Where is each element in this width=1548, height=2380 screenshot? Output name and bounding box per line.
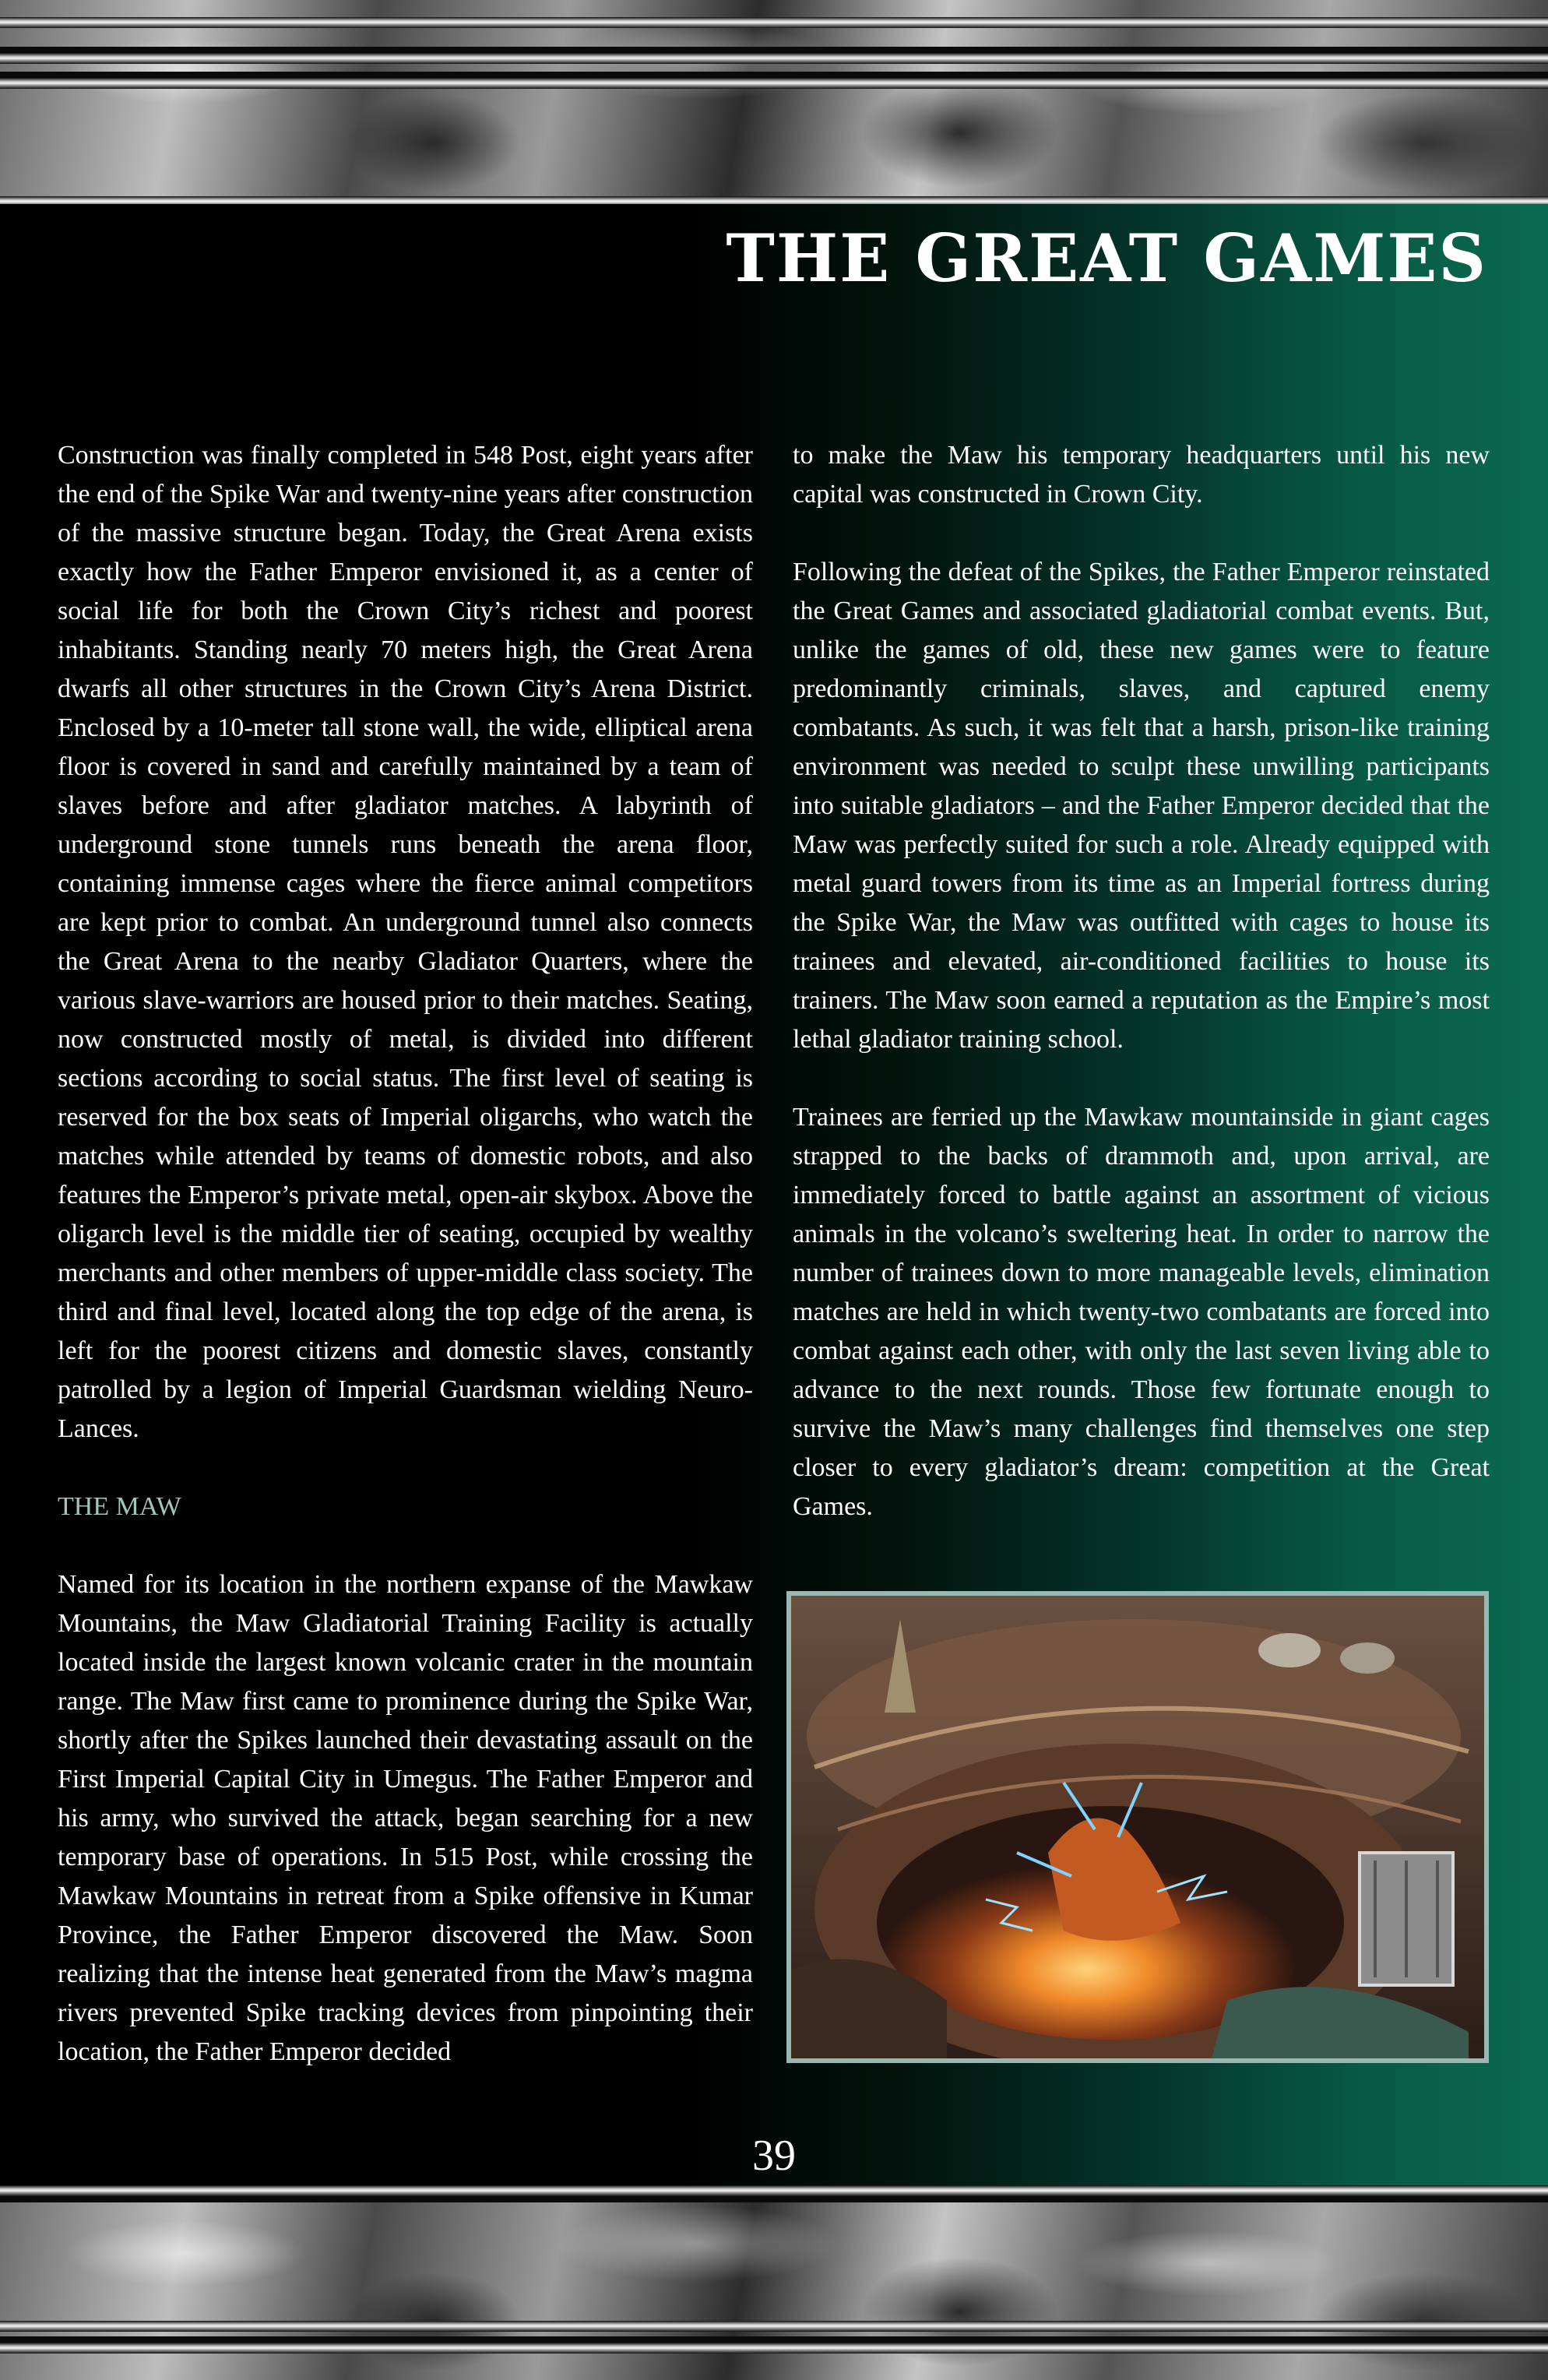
footer-rail: [0, 2185, 1548, 2196]
page-number: 39: [752, 2132, 796, 2180]
footer-rail-dark: [0, 2196, 1548, 2202]
body-paragraph: Named for its location in the northern expanse of the Mawkaw Mountains, the Maw Gladiatorial Training Facility is actually located inside the largest known volcanic crater in the mountain range. The Maw first came to prominence during the Spike War, shortly after the Spikes launched their devastating assault on the First Imperial Capital City in Umegus. The Father Emperor and his army, who survived the attack, began searching for a new temporary base of operations. In 515 Post, while crossing the Mawkaw Mountains in retreat from a Spike offensive in Kumar Province, the Father Emperor discovered the Maw. Soon realizing that the intense heat generated from the Maw’s magma rivers prevented Spike tracking devices from pinpointing their location, the Father Emperor decided: [58, 1570, 753, 2066]
body-paragraph: Trainees are ferried up the Mawkaw mountainside in giant cages strapped to the backs of drammoth and, upon arrival, are immediately forced to battle against an assortment of vicious animals in the volcano’s sweltering heat. In order to narrow the number of trainees down to more manageable levels, elimination matches are held in which twenty-two combatants are forced into combat against each other, with only the last seven living able to advance to the next rounds. Those few fortunate enough to survive the Maw’s many challenges find themselves one step closer to every gladiator’s dream: competition at the Great Games.: [793, 1103, 1490, 1521]
body-paragraph: Construction was finally completed in 548 Post, eight years after the end of the Spike War and twenty-nine years after construction of the massive structure began. Today, the Great Arena exists exactly how the Father Emperor envisioned it, as a center of social life for both the Crown City’s richest and poorest inhabitants. Standing nearly 70 meters high, the Great Arena dwarfs all other structures in the Crown City’s Arena District. Enclosed by a 10-meter tall stone wall, the wide, elliptical arena floor is covered in sand and carefully maintained by a team of slaves before and after gladiator matches. A labyrinth of underground stone tunnels runs beneath the arena floor, containing immense cages where the fierce animal competitors are kept prior to combat. An underground tunnel also connects the Great Arena to the nearby Gladiator Quarters, where the various slave-warriors are housed prior to their matches. Seating, now constructed mostly of metal, is divided into different sections according to social status. The first level of seating is reserved for the box seats of Imperial oligarchs, who watch the matches while attended by teams of domestic robots, and also features the Emperor’s private metal, open-air skybox. Above the oligarch level is the middle tier of seating, occupied by wealthy merchants and other members of upper-middle class society. The third and final level, located along the top edge of the arena, is left for the poorest citizens and domestic slaves, constantly patrolled by a legion of Imperial Guardsman wielding Neuro-Lances.: [58, 441, 753, 1443]
section-subheading: THE MAW: [58, 1492, 181, 1521]
right-column: [793, 436, 1490, 1526]
body-paragraph: to make the Maw his temporary headquarters until his new capital was constructed in Crown City.: [793, 441, 1490, 509]
body-paragraph: Following the defeat of the Spikes, the Father Emperor reinstated the Great Games and associated gladiatorial combat events. But, unlike the games of old, these new games were to feature predominantly criminals, slaves, and captured enemy combatants. As such, it was felt that a harsh, prison-like training environment was needed to sculpt these unwilling participants into suitable gladiators – and the Father Emperor decided that the Maw was perfectly suited for such a role. Already equipped with metal guard towers from its time as an Imperial fortress during the Spike War, the Maw was outfitted with cages to house its trainees and elevated, air-conditioned facilities to house its trainers. The Maw soon earned a reputation as the Empire’s most lethal gladiator training school.: [793, 558, 1490, 1054]
maw-illustration: [786, 1591, 1489, 2063]
footer-rail-dark: [0, 2336, 1548, 2343]
crater-scene-image: [791, 1596, 1484, 2058]
header-rail: [0, 17, 1548, 28]
page-title: THE GREAT GAMES: [726, 220, 1487, 297]
footer-rail: [0, 2321, 1548, 2332]
header-rail: [0, 53, 1548, 64]
header-rail-dark: [0, 72, 1548, 78]
left-column: [58, 436, 753, 2072]
footer-rail: [0, 2343, 1548, 2354]
header-rail-dark: [0, 47, 1548, 53]
stone-header-border: [0, 0, 1548, 204]
header-rail: [0, 78, 1548, 89]
